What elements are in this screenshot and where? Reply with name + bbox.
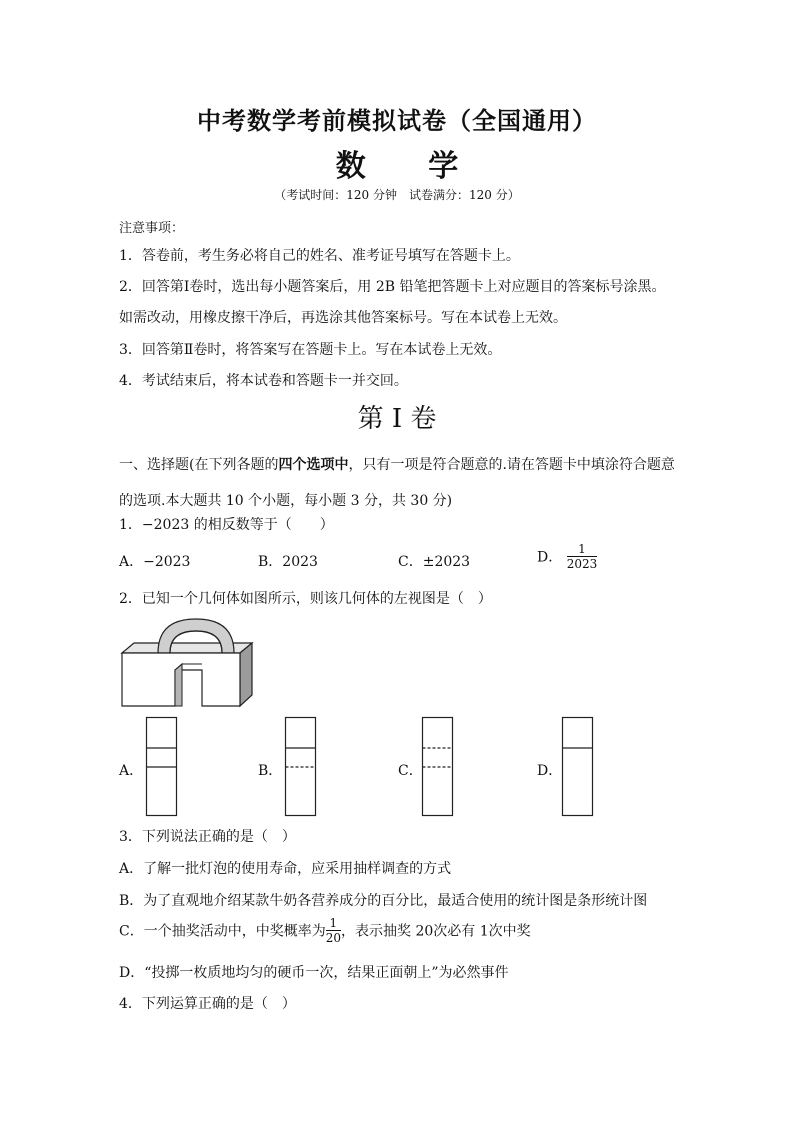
q1-stem: 1．−2023 的相反数等于（ ） xyxy=(119,517,334,533)
q1-option-b: B．2023 xyxy=(258,554,318,570)
fraction-denominator: 20 xyxy=(325,931,341,945)
q2-option-a: A． xyxy=(119,763,144,779)
heading-post: ，只有一项是符合题意的.请在答题卡中填涂符合题意 xyxy=(348,457,675,473)
q2-solid-figure xyxy=(118,615,258,710)
part1-heading-line2: 的选项.本大题共 10 个小题，每小题 3 分，共 30 分) xyxy=(119,493,453,509)
subject-title: 数 学 xyxy=(335,149,485,184)
q1-option-a: A．−2023 xyxy=(119,554,191,570)
q1-option-d xyxy=(537,542,597,571)
q2-stem: 2．已知一个几何体如图所示，则该几何体的左视图是（ ） xyxy=(119,591,492,607)
q3-option-c-pre: C．一个抽奖活动中，中奖概率为 xyxy=(119,923,326,940)
fraction-denominator: 2023 xyxy=(566,557,598,571)
notice-item-2: 2．回答第Ⅰ卷时，选出每小题答案后，用 2B 铅笔把答题卡上对应题目的答案标号涂黑。 xyxy=(119,279,666,295)
section-title: 第 I 卷 xyxy=(357,404,437,434)
q1-option-d-fraction xyxy=(567,542,598,571)
q3-option-b: B．为了直观地介绍某款牛奶各营养成分的百分比，最适合使用的统计图是条形统计图 xyxy=(119,893,648,909)
q3-stem: 3．下列说法正确的是（ ） xyxy=(119,829,296,845)
notice-item-3: 3．回答第Ⅱ卷时，将答案写在答题卡上。写在本试卷上无效。 xyxy=(119,342,502,358)
exam-info: （考试时间：120 分钟 试卷满分：120 分） xyxy=(274,188,520,202)
q2-option-d: D． xyxy=(537,763,563,779)
q2-option-c: C． xyxy=(398,763,423,779)
part1-heading-line1 xyxy=(119,454,675,474)
q2-option-b-figure xyxy=(285,717,317,817)
fraction-numerator: 1 xyxy=(326,916,341,931)
q4-stem: 4．下列运算正确的是（ ） xyxy=(119,996,296,1012)
q2-option-d-figure xyxy=(562,717,594,817)
q3-option-c-post: ，表示抽奖 20次必有 1次中奖 xyxy=(341,923,531,940)
heading-bold: 四个选项中 xyxy=(278,457,349,473)
q3-option-c xyxy=(119,916,531,945)
paper-title: 中考数学考前模拟试卷（全国通用） xyxy=(197,107,597,135)
q3-option-c-fraction xyxy=(326,916,341,945)
q2-option-c-figure xyxy=(422,717,454,817)
q1-option-d-label: D． xyxy=(537,549,563,566)
q3-option-d: D．“投掷一枚质地均匀的硬币一次，结果正面朝上”为必然事件 xyxy=(119,965,509,981)
heading-pre: 一、选择题(在下列各题的 xyxy=(119,457,279,473)
q2-option-a-figure xyxy=(146,717,178,817)
q2-option-b: B． xyxy=(258,763,283,779)
fraction-numerator: 1 xyxy=(567,542,598,557)
notice-item-2-cont: 如需改动，用橡皮擦干净后，再选涂其他答案标号。写在本试卷上无效。 xyxy=(119,310,567,326)
notice-item-4: 4．考试结束后，将本试卷和答题卡一并交回。 xyxy=(119,373,408,389)
q1-option-c: C．±2023 xyxy=(398,554,471,570)
notice-item-1: 1．答卷前，考生务必将自己的姓名、准考证号填写在答题卡上。 xyxy=(119,248,520,264)
notice-heading: 注意事项： xyxy=(119,221,185,236)
q3-option-a: A．了解一批灯泡的使用寿命，应采用抽样调查的方式 xyxy=(119,861,452,877)
